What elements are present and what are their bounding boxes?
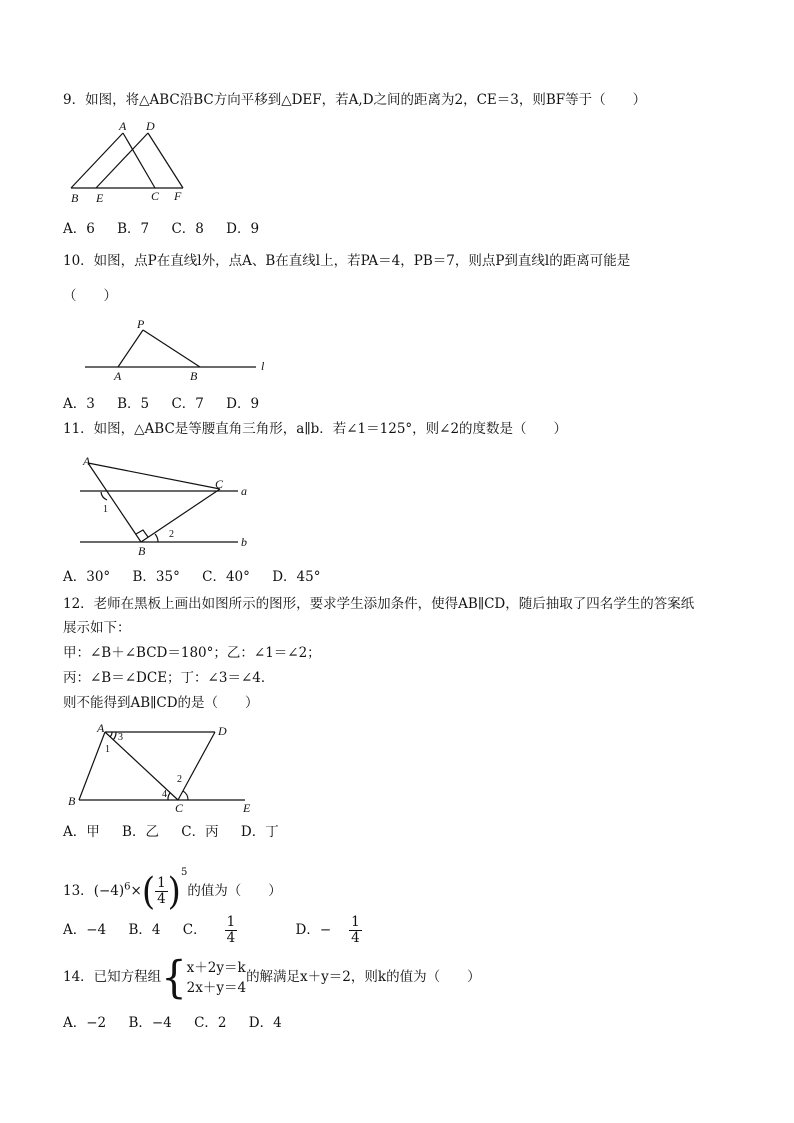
q14-number: 14．已知方程组 <box>63 969 162 985</box>
q10-figure <box>63 312 283 387</box>
q12-label-d: D <box>218 724 227 738</box>
q10-label-a: A <box>114 369 122 383</box>
q13-lparen: ( <box>141 869 156 914</box>
q12-option-a[interactable]: A．甲 <box>63 824 100 840</box>
q13-option-c-fraction <box>225 915 256 946</box>
q12-label-b: B <box>68 794 76 808</box>
q9-options <box>63 219 277 239</box>
q13-option-d-den: 4 <box>351 930 360 946</box>
q9-label-c: C <box>151 189 160 203</box>
q10-label-l: l <box>261 359 265 373</box>
q12-answer-line-1: 甲：∠B＋∠BCD＝180°；乙：∠1＝∠2； <box>63 645 321 661</box>
q9-option-d[interactable]: D．9 <box>226 221 260 237</box>
q9-label-f: F <box>174 189 182 203</box>
q12-stem-2: 展示如下： <box>63 620 131 636</box>
q11-label-b: B <box>138 544 146 558</box>
q14-options <box>63 1013 300 1033</box>
q10-option-c[interactable]: C．7 <box>171 396 204 412</box>
q13-times: × <box>130 883 142 899</box>
q11-option-c[interactable]: C．40° <box>202 569 250 585</box>
q12-label-c: C <box>175 801 184 815</box>
q13-option-c-den: 4 <box>226 930 236 946</box>
q12-figure <box>63 720 273 820</box>
q14-stem <box>63 952 481 1003</box>
q9-figure <box>63 118 203 208</box>
q13-option-c[interactable] <box>183 910 273 950</box>
q10-label-p: P <box>137 317 145 331</box>
q13-exp1: 6 <box>124 881 131 893</box>
q12-option-d[interactable]: D．丁 <box>240 824 279 840</box>
q13-option-b[interactable]: B．4 <box>128 922 161 938</box>
q14-system <box>187 958 246 998</box>
q11-label-c: C <box>215 477 224 491</box>
q14-option-c[interactable]: C．2 <box>194 1015 227 1031</box>
q11-label-a: A <box>83 454 91 468</box>
q13-number: 13． <box>63 883 94 899</box>
q13-frac-den: 4 <box>157 891 166 907</box>
q13-exp2: 5 <box>180 867 188 878</box>
q14-brace: { <box>161 952 187 1003</box>
q11-option-d[interactable]: D．45° <box>272 569 321 585</box>
q9-label-d: D <box>146 119 155 133</box>
q14-option-b[interactable]: B．−4 <box>128 1015 172 1031</box>
q12-label-3: 3 <box>118 732 123 743</box>
q10-stem-bracket: （ ） <box>63 288 117 304</box>
q9-label-a: A <box>119 119 127 133</box>
q13-rparen: ) <box>167 869 181 914</box>
q12-answer-line-2: 丙：∠B＝∠DCE；丁：∠3＝∠4． <box>63 670 275 686</box>
q10-options <box>63 394 277 414</box>
q13-option-a[interactable]: A．−4 <box>63 922 107 938</box>
q14-option-a[interactable]: A．−2 <box>63 1015 107 1031</box>
q12-label-a: A <box>97 721 105 735</box>
q13-frac-num: 1 <box>157 875 166 891</box>
q11-options <box>63 567 338 587</box>
q13-base: (−4) <box>93 883 125 899</box>
q9-label-e: E <box>96 191 104 205</box>
q14-eq2: 2x＋y＝4 <box>186 979 247 996</box>
q13-option-d-prefix: D．− <box>295 922 332 938</box>
q9-option-b[interactable]: B．7 <box>117 221 150 237</box>
q14-eq1: x＋2y＝k <box>186 959 246 976</box>
q10-option-d[interactable]: D．9 <box>226 396 260 412</box>
q12-label-e: E <box>243 801 251 815</box>
q12-option-b[interactable]: B．乙 <box>122 824 159 840</box>
q12-option-c[interactable]: C．丙 <box>181 824 219 840</box>
q14-tail: 的解满足x＋y＝2，则k的值为（ ） <box>246 969 481 985</box>
q11-option-a[interactable]: A．30° <box>63 569 111 585</box>
q11-label-a-line: a <box>241 484 247 498</box>
q13-fraction <box>155 876 168 907</box>
q12-stem: 12．老师在黑板上画出如图所示的图形，要求学生添加条件，使得AB∥CD，随后抽取了四名学生的答案纸 <box>63 596 695 612</box>
q10-option-a[interactable]: A．3 <box>63 396 95 412</box>
q14-option-d[interactable]: D．4 <box>248 1015 282 1031</box>
q13-tail: 的值为（ ） <box>187 883 282 899</box>
q12-label-1: 1 <box>105 744 110 755</box>
q9-label-b: B <box>71 191 79 205</box>
q13-option-c-prefix: C． <box>182 922 207 938</box>
q13-option-d-num: 1 <box>351 914 360 930</box>
q12-label-2: 2 <box>177 774 182 785</box>
q11-figure <box>63 448 263 560</box>
q9-option-a[interactable]: A．6 <box>63 221 95 237</box>
q11-option-b[interactable]: B．35° <box>132 569 180 585</box>
q11-label-2: 2 <box>169 529 174 540</box>
q10-label-b: B <box>190 369 198 383</box>
q12-options <box>63 822 297 842</box>
q11-stem: 11．如图，△ABC是等腰直角三角形，a∥b．若∠1＝125°，则∠2的度数是（ ） <box>63 421 568 437</box>
q11-label-1: 1 <box>103 504 108 515</box>
q13-option-d-fraction <box>349 915 380 946</box>
q12-question: 则不能得到AB∥CD的是（ ） <box>63 695 259 711</box>
q10-stem: 10．如图，点P在直线l外，点A、B在直线l上，若PA＝4，PB＝7，则点P到直线l的距离可能是 <box>63 253 631 269</box>
q9-stem: 9．如图，将△ABC沿BC方向平移到△DEF，若A,D之间的距离为2，CE＝3，则BF等于（ ） <box>63 92 647 108</box>
q13-option-d[interactable] <box>296 910 398 950</box>
q13-option-c-num: 1 <box>226 914 236 930</box>
q13-options <box>63 910 416 950</box>
q11-label-b-line: b <box>241 535 247 549</box>
q13-stem <box>63 853 282 914</box>
q9-option-c[interactable]: C．8 <box>171 221 204 237</box>
q10-option-b[interactable]: B．5 <box>117 396 150 412</box>
q12-label-4: 4 <box>162 789 167 800</box>
